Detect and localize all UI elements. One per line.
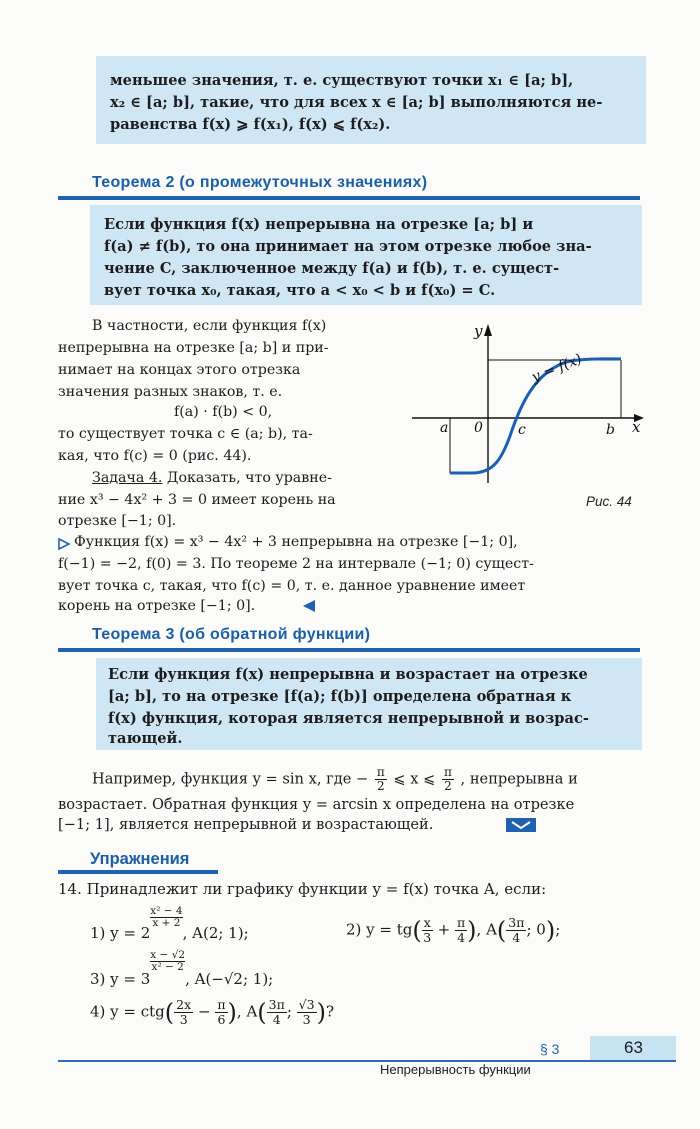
ex2-paren-close-2: ) (545, 916, 556, 945)
ex1-point: , A(2; 1); (182, 924, 249, 942)
frac-num: π (456, 915, 466, 930)
theorem-2-line-3: чение C, заключенное между f(a) и f(b), т. е. сущест- (104, 260, 560, 277)
ex2-paren-close: ) (467, 916, 477, 945)
theorem-2-line-2: f(a) ≠ f(b), то она принимает на этом отрезке любое зна- (104, 238, 592, 255)
frac-num: 3π (508, 915, 525, 930)
exercise-14-4 (90, 998, 334, 1027)
c-label: c (518, 422, 526, 438)
frac-den: 4 (457, 930, 466, 945)
ex4-minus: − (197, 1002, 211, 1021)
exercises-rule (58, 870, 218, 874)
solution-line-3: вует точка c, такая, что f(c) = 0, т. е. данное уравнение имеет (58, 578, 526, 594)
b-label: b (606, 422, 615, 438)
chapter-title: Непрерывность функции (380, 1062, 531, 1077)
footer-rule (58, 1060, 676, 1062)
ex2-frac-3 (506, 916, 526, 945)
theorem-3-line-4: тающей. (108, 730, 183, 747)
ex2-paren-open: ( (412, 916, 422, 945)
ex4-paren-open: ( (164, 998, 175, 1027)
fraction-denominator: 2 (444, 779, 452, 793)
exercise-14-1 (90, 906, 249, 946)
frac-den: 4 (272, 1012, 281, 1027)
frac-den: 6 (217, 1012, 226, 1027)
frac-num: π (217, 997, 226, 1012)
exponent-denominator: x + 2 (152, 917, 181, 929)
ex1-exponent (150, 906, 182, 929)
y-axis-arrow (484, 324, 492, 336)
exercise-14-2 (346, 916, 560, 945)
ex3-point: , A(−√2; 1); (185, 970, 274, 988)
figure-44 (410, 318, 680, 508)
example-line-1 (92, 766, 578, 793)
frac-den: 3 (179, 1012, 188, 1027)
ex4-frac-3 (267, 998, 287, 1027)
example-text-b: ⩽ x ⩽ (393, 770, 436, 788)
example-line-2: возрастает. Обратная функция y = arcsin x определена на отрезке (58, 796, 575, 813)
exercises-heading: Упражнения (90, 850, 190, 868)
exponent-denominator: x² − 2 (151, 961, 184, 973)
example-text-a: Например, функция y = sin x, где − (92, 770, 369, 788)
a-label: a (440, 420, 449, 436)
particular-line-3: нимает на концах этого отрезка (58, 362, 301, 378)
ex4-label: 4) y = ctg (90, 1002, 165, 1021)
ex4-point: , A (236, 1002, 258, 1021)
ex2-plus: + (437, 920, 451, 939)
ex3-exponent (150, 950, 185, 973)
ex2-label: 2) y = tg (346, 920, 413, 939)
fraction-numerator: π (444, 765, 452, 779)
pi-over-2-fraction-2 (442, 766, 454, 793)
example-line-3: [−1; 1], является непрерывной и возрастающей. (58, 816, 434, 833)
exercise-14: 14. Принадлежит ли графику функции y = f(x) точка A, если: (58, 880, 547, 898)
ex2-frac-2 (455, 916, 467, 945)
frac-num: √3 (298, 997, 315, 1012)
task-4-line-2: ние x³ − 4x² + 3 = 0 имеет корень на (58, 492, 336, 508)
frac-num: 2x (176, 997, 192, 1012)
theorem-2-heading: Теорема 2 (о промежуточных значениях) (92, 174, 428, 191)
ex4-frac-4 (297, 998, 317, 1027)
frac-den: 3 (423, 930, 432, 945)
task-4-text: Доказать, что уравне- (166, 470, 332, 486)
frac-num: x (423, 915, 431, 930)
solution-line-2: f(−1) = −2, f(0) = 3. По теореме 2 на интервале (−1; 0) сущест- (58, 556, 534, 572)
fraction-denominator: 2 (377, 779, 385, 793)
frac-den: 3 (302, 1012, 311, 1027)
page-number: 63 (624, 1038, 643, 1057)
theorem-2-line-4: вует точка x₀, такая, что a < x₀ < b и f(x₀) = C. (104, 282, 496, 299)
ex4-end: ? (325, 1002, 335, 1021)
exponent-numerator: x − √2 (150, 949, 186, 961)
curve-label: y = f(x) (529, 351, 585, 386)
ex2-rest: ; 0 (526, 920, 546, 939)
ex2-point: , A (476, 920, 497, 939)
definition-line-3: равенства f(x) ⩾ f(x₁), f(x) ⩽ f(x₂). (110, 116, 391, 133)
ex4-paren-open-2: ( (257, 998, 267, 1027)
y-axis-label: y (474, 322, 483, 340)
pi-over-2-fraction (375, 766, 387, 793)
particular-line-6: то существует точка c ∈ (a; b), та- (58, 426, 313, 442)
theorem-3-heading: Теорема 3 (об обратной функции) (92, 626, 371, 643)
particular-line-7: кая, что f(c) = 0 (рис. 44). (58, 448, 252, 464)
figure-caption: Рис. 44 (586, 494, 632, 509)
frac-den: 4 (512, 930, 521, 945)
exercise-14-3 (90, 950, 273, 990)
example-text-c: , непрерывна и (460, 770, 578, 788)
fraction-numerator: π (376, 765, 385, 779)
section-number: § 3 (540, 1041, 560, 1057)
particular-line-1: В частности, если функция f(x) (92, 318, 327, 334)
task-4-line-1 (92, 470, 332, 486)
solution-end-icon (302, 599, 316, 613)
ex3-label: 3) y = 3 (90, 970, 151, 988)
particular-formula: f(a) · f(b) < 0, (174, 404, 273, 420)
ex4-mid: ; (286, 1002, 292, 1021)
theorem-3-line-1: Если функция f(x) непрерывна и возрастает на отрезке (108, 666, 588, 683)
ex4-frac-2 (215, 998, 227, 1027)
ex2-paren-open-2: ( (496, 916, 507, 945)
x-axis-label: x (632, 418, 641, 436)
theorem-3-line-3: f(x) функция, которая является непрерывной и возрас- (108, 710, 589, 727)
solution-line-4: корень на отрезке [−1; 0]. (58, 598, 256, 614)
theorem-2-line-1: Если функция f(x) непрерывна на отрезке [a; b] и (104, 216, 534, 233)
particular-line-4: значения разных знаков, т. е. (58, 384, 283, 400)
solution-line-1: Функция f(x) = x³ − 4x² + 3 непрерывна на отрезке [−1; 0], (74, 534, 518, 550)
theorem-3-rule (58, 648, 640, 652)
zero-label: 0 (474, 420, 483, 436)
ex2-end: ; (555, 920, 561, 939)
ex4-frac-1 (174, 998, 193, 1027)
definition-line-2: x₂ ∈ [a; b], такие, что для всех x ∈ [a; b] выполняются не- (110, 94, 603, 111)
exponent-numerator: x² − 4 (150, 905, 183, 917)
task-4-title: Задача 4. (92, 470, 163, 486)
particular-line-2: непрерывна на отрезке [a; b] и при- (58, 340, 329, 356)
end-of-proof-icon (506, 818, 536, 832)
theorem-2-rule (58, 196, 640, 200)
ex1-label: 1) y = 2 (90, 924, 151, 942)
ex2-frac-1 (422, 916, 433, 945)
theorem-3-line-2: [a; b], то на отрезке [f(a); f(b)] определена обратная к (108, 688, 572, 705)
task-4-line-3: отрезке [−1; 0]. (58, 513, 177, 529)
solution-start-icon (58, 538, 70, 550)
frac-num: 3π (268, 997, 285, 1012)
definition-line-1: меньшее значения, т. е. существуют точки x₁ ∈ [a; b], (110, 72, 574, 89)
ex4-paren-close-2: ) (316, 998, 326, 1027)
ex4-paren-close: ) (227, 998, 237, 1027)
